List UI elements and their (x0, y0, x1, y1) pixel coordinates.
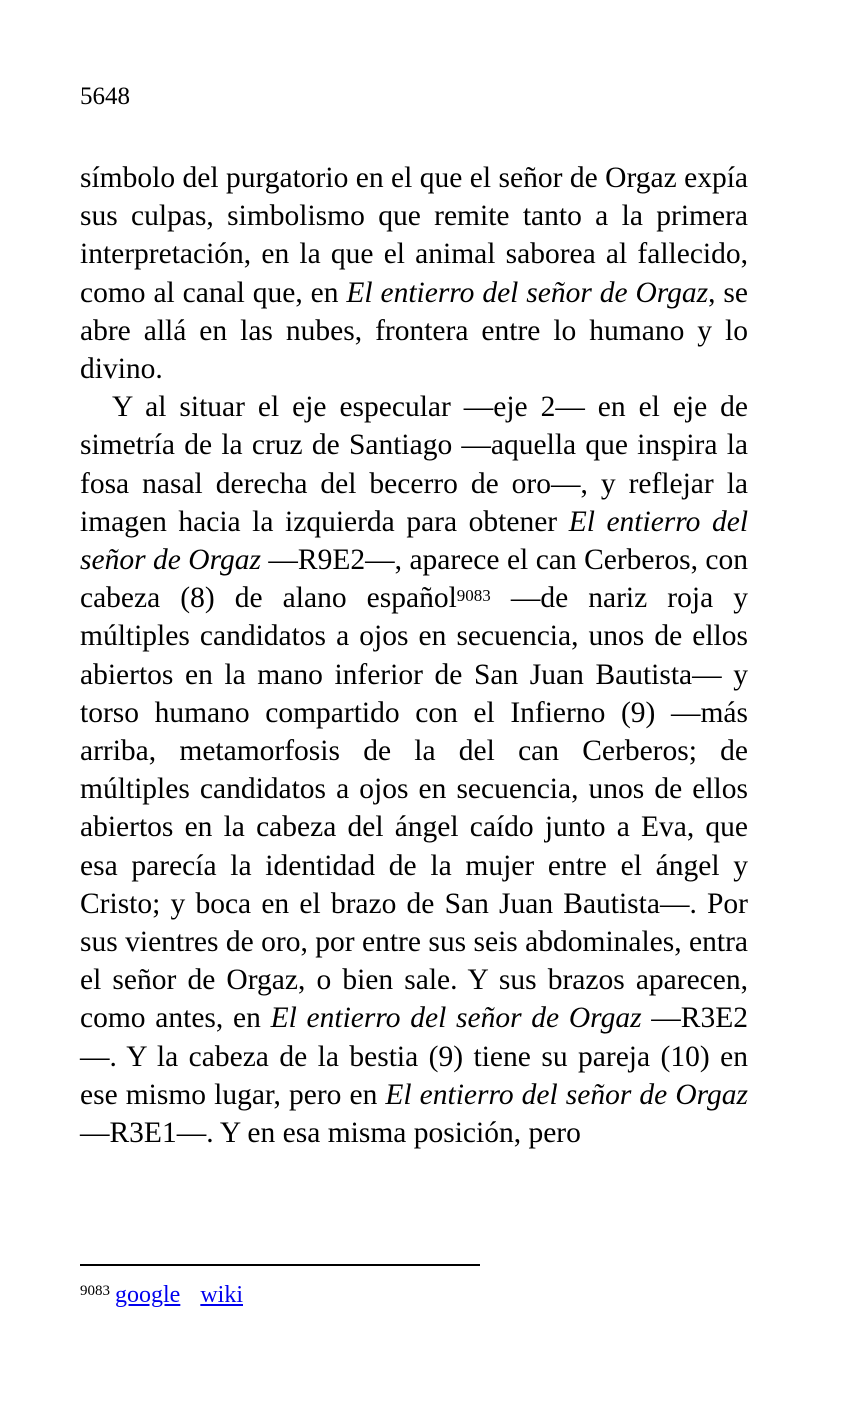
paragraph-2 (80, 388, 748, 1152)
work-title: El entierro del señor de Orgaz (385, 1078, 748, 1111)
work-title: El entierro del señor de Orgaz (80, 505, 749, 577)
paragraph-1-text-end: , se abre allá en las nubes, frontera entre lo humano y lo divino. (80, 276, 748, 386)
paragraph-2-segment: —R3E2—. Y la cabeza de la bestia (9) tiene su pareja (10) en ese mismo lugar, pero en (80, 1002, 748, 1111)
paragraph-2-segment: Y al situar el eje especular —eje 2— en el eje de simetría de la cruz de Santiago —aquella que inspira la fosa nasal derecha del becerro de oro—, y reflejar la imagen hacia la izquierda para obtener (80, 391, 748, 538)
footnote (80, 1280, 243, 1310)
paragraph-2-segment: —R3E1—. Y en esa misma posición, pero (80, 1117, 581, 1150)
work-title: El entierro del señor de Orgaz (270, 1002, 642, 1035)
paragraph-2-segment: —de nariz roja y múltiples candidatos a ojos en secuencia, unos de ellos abiertos en la mano inferior de San Juan Bautista— y torso humano compartido con el Infierno (9) —más arriba, metamorfosis de la del can Cerberos; de múltiples candidatos a ojos en secuencia, unos de ellos abiertos en la cabeza del ángel caído junto a Eva, que esa parecía la identidad de la mujer entre el ángel y Cristo; y boca en el brazo de San Juan Bautista—. Por sus vientres de oro, por entre sus seis abdominales, entra el señor de Orgaz, o bien sale. Y sus brazos aparecen, como antes, en (80, 582, 748, 1035)
google-link[interactable]: google (115, 1282, 181, 1308)
paragraph-2-segment: —R9E2—, aparece el can Cerberos, con cabeza (8) de alano español (80, 544, 748, 615)
paragraph-1 (80, 159, 748, 388)
footnote-number: 9083 (80, 1283, 110, 1299)
wiki-link[interactable]: wiki (200, 1282, 243, 1308)
footnote-reference: 9083 (456, 586, 491, 606)
page-number: 5648 (80, 83, 130, 110)
work-title: El entierro del señor de Orgaz (346, 276, 709, 309)
paragraph-1-text: símbolo del purgatorio en el que el señor de Orgaz expía sus culpas, simbolismo que remite tanto a la primera interpretación, en la que el animal saborea al fallecido, como al canal que, en (80, 162, 748, 309)
footnote-divider (80, 1264, 480, 1266)
body-text (80, 159, 748, 1152)
